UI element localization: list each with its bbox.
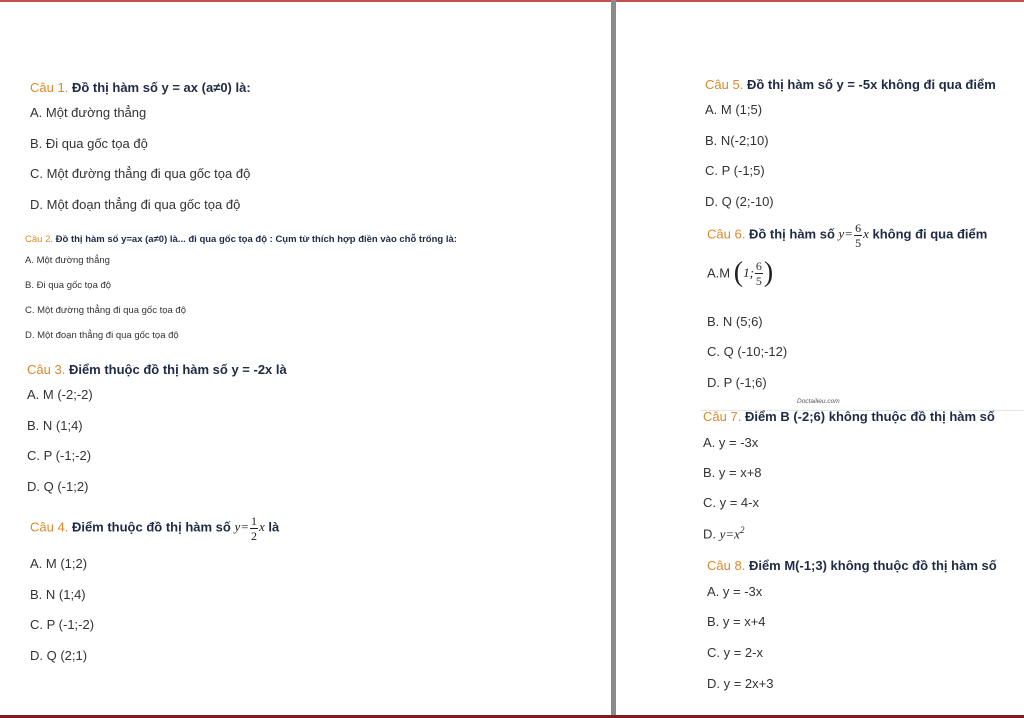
question-7 [703,409,995,424]
question-text: Đồ thị hàm số y = ax (a [71,80,214,95]
question-label: Câu 7. [703,409,742,424]
option-b: B. N(-2;10) [705,133,769,148]
question-text-end: 0) là: [220,80,251,95]
question-1 [30,80,251,95]
option-d: D. y = 2x+3 [707,676,774,691]
option-a: A. M (-2;-2) [27,387,93,402]
question-text: Điểm B (-2;6) không thuộc đồ thị hàm số [744,409,995,424]
math-expression: y= $\frac{1}{2}$ x [234,514,265,543]
question-3 [27,362,287,377]
fraction: $\frac{6}{5}$ [855,221,862,250]
option-d: D. Một đoạn thẳng đi qua gốc tọa độ [25,330,179,341]
question-label: Câu 6. [707,226,746,242]
option-c: C. P (-1;-2) [27,448,92,463]
fraction: $\frac{1}{2}$ [251,514,258,543]
option-d: D. P (-1;6) [707,375,767,390]
option-b: B. Đi qua gốc tọa độ [30,136,148,151]
option-a: A. y = -3x [703,435,759,450]
question-label: Câu 4. [30,519,69,535]
question-5 [705,77,996,92]
option-a: A.M (1; $\frac{6}{5}$ ) [707,257,774,288]
question-2 [25,234,457,245]
question-text: Đồ thị hàm số [748,226,835,242]
watermark: Doctailieu.com [797,398,840,405]
question-text-end: là [268,519,280,535]
option-a: A. y = -3x [707,584,763,599]
question-label: Câu 3. [27,362,66,377]
option-d: D. Q (-1;2) [27,479,89,494]
option-a: A. M (1;5) [705,102,763,117]
option-b: B. Đi qua gốc tọa độ [25,280,112,291]
option-d: D. Q (2;1) [30,648,88,663]
question-text-end: 0) là... đi qua gốc tọa độ : Cụm từ thích hợp điền vào chỗ trống là: [158,234,457,245]
option-d: D. Một đoạn thẳng đi qua gốc tọa độ [30,197,241,212]
option-b: B. N (1;4) [30,587,86,602]
option-c: C. y = 2-x [707,645,763,660]
question-text: Đồ thị hàm số y=ax (a [55,234,154,245]
option-c: C. P (-1;5) [705,163,765,178]
question-text: Điểm M(-1;3) không thuộc đồ thị hàm số [748,558,997,573]
neq-symbol: ≠ [153,234,159,245]
question-label: Câu 1. [30,80,69,95]
option-a: A. Một đường thẳng [25,255,110,266]
top-border [0,0,1024,2]
option-b: B. y = x+8 [703,465,762,480]
page-divider [611,0,616,718]
question-text-end: không đi qua điểm [872,226,988,242]
question-text: Đồ thị hàm số y = -5x không đi qua điểm [746,77,996,92]
option-d: D. $y=x^2$ [703,525,745,542]
question-label: Câu 2. [25,234,53,245]
option-b: B. N (5;6) [707,314,763,329]
math-expression: y= $\frac{6}{5}$ x [838,221,869,250]
question-6 [707,222,987,249]
question-text: Điểm thuộc đồ thị hàm số y = -2x là [68,362,287,377]
option-c: C. Q (-10;-12) [707,344,788,359]
option-c: C. Một đường thẳng đi qua gốc tọa độ [30,166,251,181]
question-8 [707,558,997,573]
question-text: Điểm thuộc đồ thị hàm số [71,519,231,535]
option-b: B. N (1;4) [27,418,83,433]
question-label: Câu 5. [705,77,744,92]
option-a: A. Một đường thẳng [30,105,147,120]
option-d: D. Q (2;-10) [705,194,774,209]
option-c: C. Một đường thẳng đi qua gốc tọa độ [25,305,186,316]
option-b: B. y = x+4 [707,614,766,629]
option-a: A. M (1;2) [30,556,88,571]
question-label: Câu 8. [707,558,746,573]
option-c: C. y = 4-x [703,495,759,510]
fraction: $\frac{6}{5}$ [755,258,762,288]
option-c: C. P (-1;-2) [30,617,95,632]
question-4 [30,515,279,542]
neq-symbol: ≠ [213,80,221,95]
